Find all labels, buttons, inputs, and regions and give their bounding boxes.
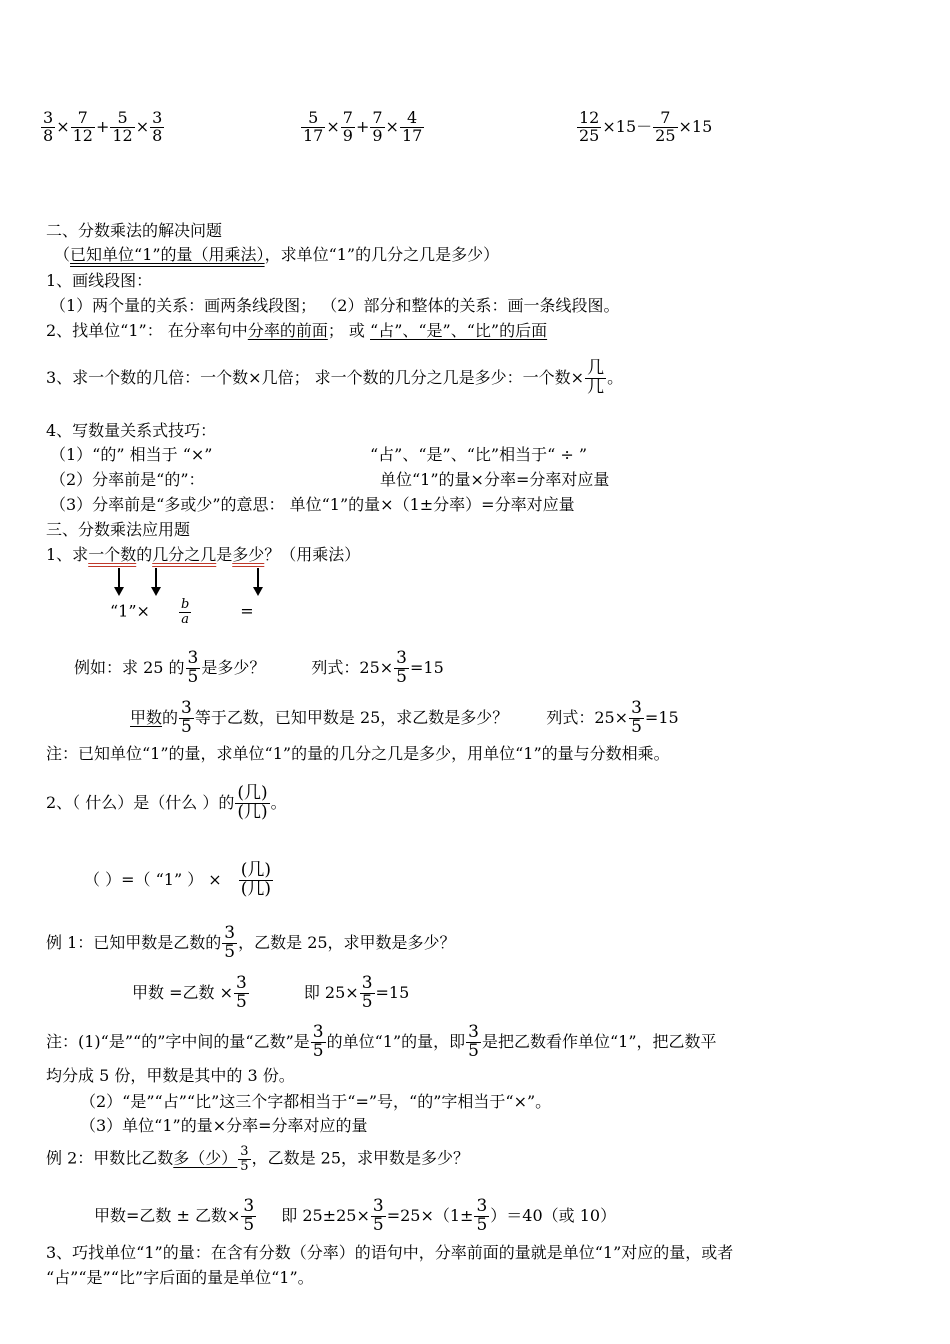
- fraction: $\frac{5}{12}$: [112, 108, 133, 145]
- item-4-3: （3）分率前是“多或少”的意思： 单位“1”的量×（1±分率）=分率对应量: [50, 495, 575, 514]
- item-3b-cont: “占”“是”“比”字后面的量是单位“1”。: [46, 1268, 314, 1287]
- item-3b: 3、巧找单位“1”的量：在含有分数（分率）的语句中，分率前面的量就是单位“1”对应的量，或者: [46, 1243, 734, 1262]
- note-2-3: （3）单位“1”的量×分率=分率对应的量: [80, 1116, 368, 1135]
- expression-1: $\frac{3}{8}$ × $\frac{7}{12}$ + $\frac{5}{12}$ × $\frac{3}{8}$: [43, 108, 163, 145]
- question-2-formula: （ ）=（ “1” ） × (几) (几): [84, 860, 271, 899]
- item-2: 2、找单位“1”： 在分率句中分率的前面； 或 “占”、“是”、“比”的后面: [46, 321, 548, 340]
- fraction: $\frac{3}{8}$: [152, 108, 163, 145]
- item-4-2a: （2）分率前是“的”：: [50, 470, 205, 489]
- item-1: 1、画线段图：: [46, 271, 153, 290]
- arrow-down-icon: [257, 568, 259, 588]
- expression-3: $\frac{12}{25}$ ×15－ $\frac{7}{25}$ ×15: [579, 108, 713, 145]
- example-2: 甲数的 $\frac{3}{5}$ 等于乙数，已知甲数是 25，求乙数是多少？ 列式：25× $\frac{3}{5}$ =15: [130, 698, 679, 737]
- question-1-formula: “1”× $\frac{b}{a}$ =: [110, 597, 254, 627]
- fraction: $\frac{7}{12}$: [72, 108, 93, 145]
- fraction: $\frac{3}{8}$: [43, 108, 54, 145]
- example-4: 例 2：甲数比乙数多（少） $\frac{3}{5}$ ，乙数是 25，求甲数是多少？: [46, 1144, 470, 1174]
- item-1-detail: （1）两个量的关系：画两条线段图； （2）部分和整体的关系：画一条线段图。: [50, 296, 620, 315]
- note-2-cont: 均分成 5 份，甲数是其中的 3 份。: [46, 1066, 295, 1085]
- example-3-formula: 甲数 =乙数 × $\frac{3}{5}$ 即 25× $\frac{3}{5}$ =15: [132, 973, 410, 1012]
- expression-2: $\frac{5}{17}$ × $\frac{7}{9}$ + $\frac{7}{9}$ × $\frac{4}{17}$: [303, 108, 423, 145]
- note-2: 注：(1)“是”“的”字中间的量“乙数”是 $\frac{3}{5}$ 的单位“1”的量，即 $\frac{3}{5}$ 是把乙数看作单位“1”，把乙数平: [46, 1022, 717, 1061]
- section-3-title: 三、分数乘法应用题: [46, 520, 191, 539]
- item-4-1a: （1）“的” 相当于 “×”: [50, 445, 213, 464]
- item-4-1b: “占”、“是”、“比”相当于“ ÷ ”: [370, 445, 588, 464]
- question-2: 2、（ 什么）是（什么 ）的 (几) (几) 。: [46, 783, 287, 822]
- arrow-down-icon: [118, 568, 120, 588]
- example-3: 例 1：已知甲数是乙数的 $\frac{3}{5}$ ，乙数是 25，求甲数是多少？: [46, 923, 456, 962]
- example-1: 例如：求 25 的 $\frac{3}{5}$ 是多少？ 列式：25× $\frac{3}{5}$ =15: [74, 648, 444, 687]
- section-2-title: 二、分数乘法的解决问题: [46, 221, 223, 240]
- example-4-formula: 甲数=乙数 ± 乙数× $\frac{3}{5}$ 即 25±25× $\frac{3}{5}$ =25×（1± $\frac{3}{5}$ ）＝40（或 10）: [94, 1196, 617, 1235]
- item-4-2b: 单位“1”的量×分率=分率对应量: [380, 470, 610, 489]
- item-3: 3、求一个数的几倍：一个数×几倍； 求一个数的几分之几是多少：一个数× 几 几 。: [46, 358, 624, 397]
- note-1: 注：已知单位“1”的量，求单位“1”的量的几分之几是多少，用单位“1”的量与分数相乘。: [46, 744, 670, 763]
- note-2-2: （2）“是”“占”“比”这三个字都相当于“=”号，“的”字相当于“×”。: [80, 1092, 552, 1111]
- item-4: 4、写数量关系式技巧：: [46, 421, 217, 440]
- section-2-subtitle: （已知单位“1”的量（用乘法），求单位“1”的几分之几是多少）: [54, 245, 500, 264]
- arrow-down-icon: [155, 568, 157, 588]
- question-1: 1、求一个数的几分之几是多少？（用乘法）: [46, 545, 361, 564]
